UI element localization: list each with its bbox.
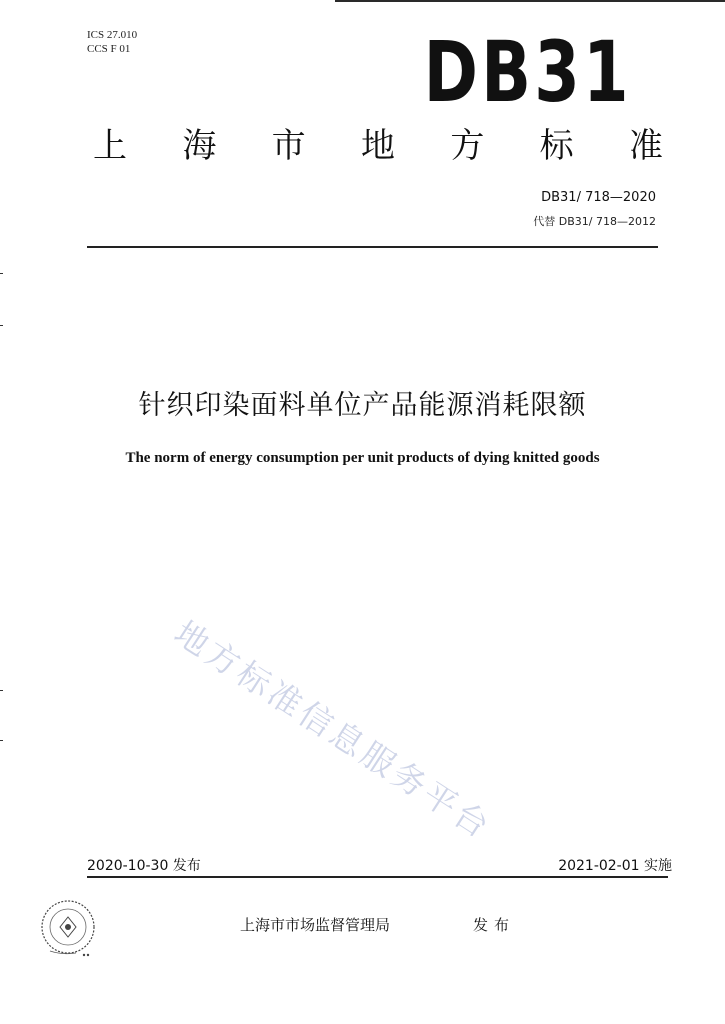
margin-tick (0, 740, 3, 741)
watermark: 地方标准信息服务平台 (167, 613, 500, 848)
issuing-authority: 上海市市场监督管理局 (240, 916, 391, 934)
document-title-english: The norm of energy consumption per unit products of dying knitted goods (125, 450, 600, 466)
org-title-char: 海 (182, 126, 217, 166)
stamp-seal-icon (32, 893, 110, 963)
implementation-date: 2021-02-01 实施 (558, 858, 672, 874)
margin-tick (0, 690, 3, 691)
header-divider (87, 246, 658, 248)
issue-date: 2020-10-30 发布 (87, 858, 201, 874)
org-title (93, 124, 663, 168)
issue-action: 发布 (473, 916, 516, 934)
ccs-code: CCS F 01 (87, 43, 131, 55)
footer-divider (87, 876, 668, 878)
document-title-chinese: 针织印染面料单位产品能源消耗限额 (138, 390, 587, 421)
org-title-char: 方 (450, 126, 485, 166)
org-title-char: 地 (360, 126, 395, 166)
org-title-char: 标 (539, 126, 574, 166)
classification-codes (87, 28, 137, 56)
standard-number: DB31/ 718—2020 (541, 190, 656, 205)
replaces-standard: 代替 DB31/ 718—2012 (533, 215, 656, 228)
standard-mark: DB31 (424, 23, 632, 121)
org-title-char: 市 (271, 126, 306, 166)
margin-tick (0, 325, 3, 326)
org-title-char: 上 (93, 126, 127, 166)
ics-code: ICS 27.010 (87, 29, 138, 41)
org-title-char: 准 (628, 126, 663, 166)
top-edge-line (335, 0, 725, 2)
margin-tick (0, 273, 3, 274)
